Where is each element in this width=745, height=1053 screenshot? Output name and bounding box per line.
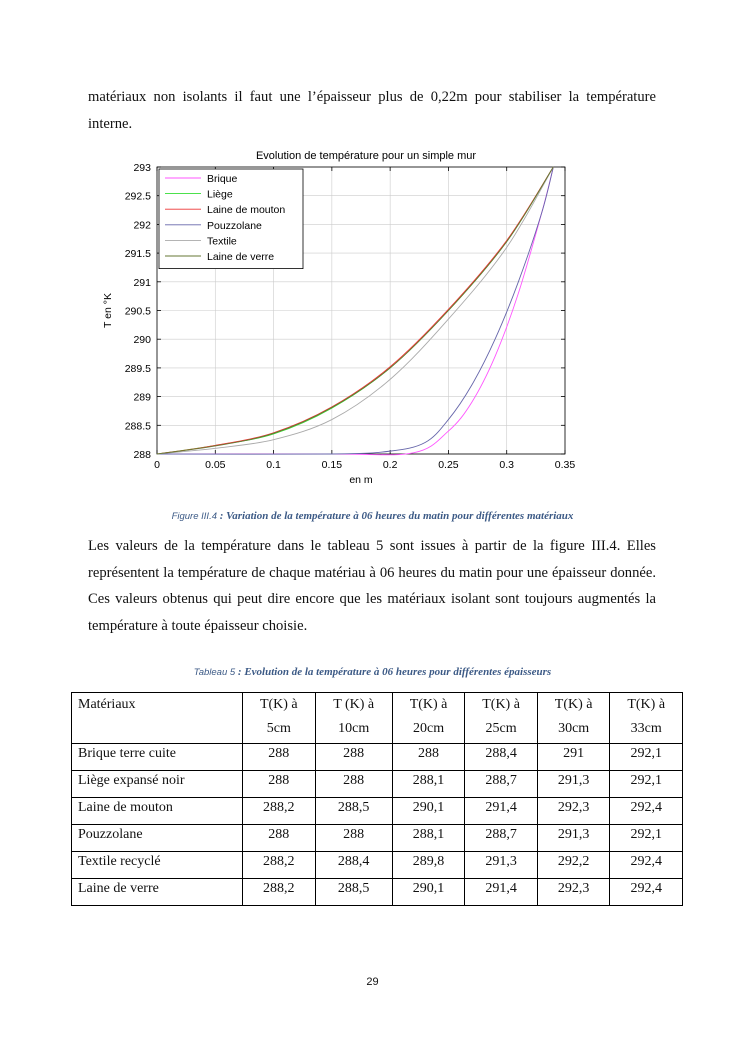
table-caption-label: Tableau 5 [193, 667, 236, 678]
temperature-table [71, 692, 683, 906]
header-line: T(K) à [409, 697, 448, 712]
table-header-row [72, 693, 683, 744]
y-tick-label: 289.5 [124, 362, 151, 375]
table-row [72, 879, 683, 906]
temperature-cell: 292,1 [610, 771, 683, 798]
paragraph-line: Ces valeurs obtenus qui peut dire encore que les matériaux isolant sont toujours augmentés la [88, 591, 656, 607]
table-header-cell [243, 693, 316, 744]
header-line: 10cm [338, 721, 370, 736]
y-tick-label: 291.5 [124, 248, 151, 261]
paragraph-line: représentent la température de chaque matériau à 06 heures du matin pour une épaisseur donnée. [88, 564, 656, 581]
temperature-cell: 288,1 [392, 771, 465, 798]
paragraph-intro [88, 84, 656, 137]
temperature-cell: 291 [537, 744, 610, 771]
temperature-cell: 292,1 [610, 825, 683, 852]
table-row [72, 825, 683, 852]
temperature-cell: 292,4 [610, 798, 683, 825]
y-tick-label: 288.5 [124, 420, 151, 433]
temperature-cell: 289,8 [392, 852, 465, 879]
y-tick-label: 292.5 [124, 190, 151, 203]
x-tick-label: 0.2 [382, 459, 398, 471]
header-line: 25cm [485, 721, 517, 736]
legend-label: Laine de mouton [207, 204, 286, 217]
y-tick-label: 293 [133, 162, 151, 174]
paragraph-line: température à toute épaisseur choisie. [88, 617, 308, 634]
temperature-chart [95, 143, 595, 488]
material-name-cell: Pouzzolane [72, 825, 243, 852]
y-tick-label: 290 [133, 334, 151, 347]
legend-label: Brique [207, 173, 238, 185]
temperature-cell: 288 [392, 744, 465, 771]
x-tick-label: 0 [154, 459, 160, 471]
header-line: 33cm [630, 721, 662, 736]
chart-legend [159, 169, 303, 269]
temperature-cell: 291,3 [537, 825, 610, 852]
temperature-cell: 288,2 [243, 798, 316, 825]
x-tick-label: 0.05 [205, 459, 226, 471]
temperature-cell: 292,4 [610, 879, 683, 906]
chart-title: Evolution de température pour un simple mur [255, 150, 477, 162]
y-tick-label: 288 [133, 449, 151, 461]
temperature-cell: 292,3 [537, 879, 610, 906]
paragraph-line: matériaux non isolants il faut une l’épaisseur plus de 0,22m pour stabiliser la température [88, 89, 656, 105]
x-tick-label: 0.1 [266, 459, 281, 471]
y-tick-label: 290.5 [124, 305, 151, 318]
table-header-cell [610, 693, 683, 744]
material-name-cell: Liège expansé noir [72, 771, 243, 798]
header-line: 30cm [558, 721, 590, 736]
header-line: Matériaux [78, 697, 136, 712]
temperature-cell: 291,4 [465, 798, 538, 825]
material-name-cell: Laine de mouton [72, 798, 243, 825]
temperature-cell: 288,7 [465, 771, 538, 798]
header-line: T(K) à [259, 697, 298, 712]
y-tick-label: 289 [133, 391, 151, 404]
table-caption [0, 666, 745, 678]
x-tick-label: 0.15 [321, 459, 343, 471]
temperature-cell: 291,4 [465, 879, 538, 906]
temperature-cell: 288,2 [243, 852, 316, 879]
table-row [72, 771, 683, 798]
temperature-cell: 291,3 [465, 852, 538, 879]
x-tick-label: 0.25 [438, 459, 459, 471]
legend-label: Liège [207, 188, 233, 201]
header-line: T (K) à [333, 697, 375, 712]
temperature-cell: 288 [315, 771, 392, 798]
table-row [72, 852, 683, 879]
legend-label: Textile [207, 235, 237, 248]
paragraph-line: interne. [88, 115, 133, 132]
temperature-cell: 288 [243, 744, 316, 771]
temperature-cell: 292,3 [537, 798, 610, 825]
temperature-cell: 288 [243, 825, 316, 852]
header-line: 20cm [412, 721, 445, 736]
temperature-cell: 288,4 [315, 852, 392, 879]
table-row [72, 798, 683, 825]
header-line: T(K) à [627, 697, 666, 712]
table-header-cell [537, 693, 610, 744]
temperature-cell: 288 [243, 771, 316, 798]
table-header-cell [315, 693, 392, 744]
temperature-cell: 290,1 [392, 879, 465, 906]
material-name-cell: Textile recyclé [72, 852, 243, 879]
y-tick-label: 292 [133, 219, 151, 232]
header-line: 5cm [266, 721, 291, 736]
legend-label: Pouzzolane [207, 219, 262, 232]
temperature-cell: 288 [315, 825, 392, 852]
material-name-cell: Brique terre cuite [72, 744, 243, 771]
temperature-cell: 292,4 [610, 852, 683, 879]
temperature-cell: 292,2 [537, 852, 610, 879]
temperature-cell: 288,5 [315, 798, 392, 825]
page-number: 29 [366, 976, 379, 988]
chart-ylabel: T en °K [102, 293, 114, 328]
temperature-cell: 290,1 [392, 798, 465, 825]
temperature-cell: 288,7 [465, 825, 538, 852]
x-tick-label: 0.35 [554, 459, 576, 471]
temperature-cell: 292,1 [610, 744, 683, 771]
paragraph-line: Les valeurs de la température dans le tableau 5 sont issues à partir de la figure III.4. Elles [88, 538, 656, 554]
material-name-cell: Laine de verre [72, 879, 243, 906]
legend-label: Laine de verre [207, 251, 275, 263]
table-caption-text: : Evolution de la température à 06 heures pour différentes épaisseurs [235, 666, 552, 678]
temperature-cell: 291,3 [537, 771, 610, 798]
chart-xlabel: en m [349, 474, 373, 486]
x-tick-label: 0.3 [499, 459, 515, 471]
header-line: T(K) à [554, 697, 593, 712]
temperature-cell: 288,4 [465, 744, 538, 771]
table-header-cell [72, 693, 243, 744]
table-header-cell [465, 693, 538, 744]
figure-caption [0, 510, 745, 522]
figure-caption-text: : Variation de la température à 06 heures du matin pour différentes matériaux [217, 510, 574, 522]
temperature-cell: 288,1 [392, 825, 465, 852]
temperature-cell: 288 [315, 744, 392, 771]
temperature-cell: 288,2 [243, 879, 316, 906]
paragraph-analysis [88, 533, 656, 639]
table-header-cell [392, 693, 465, 744]
header-line: T(K) à [482, 697, 520, 712]
table-row [72, 744, 683, 771]
y-tick-label: 291 [133, 276, 151, 289]
chart-svg [95, 143, 595, 488]
temperature-cell: 288,5 [315, 879, 392, 906]
figure-caption-label: Figure III.4 [171, 511, 217, 522]
